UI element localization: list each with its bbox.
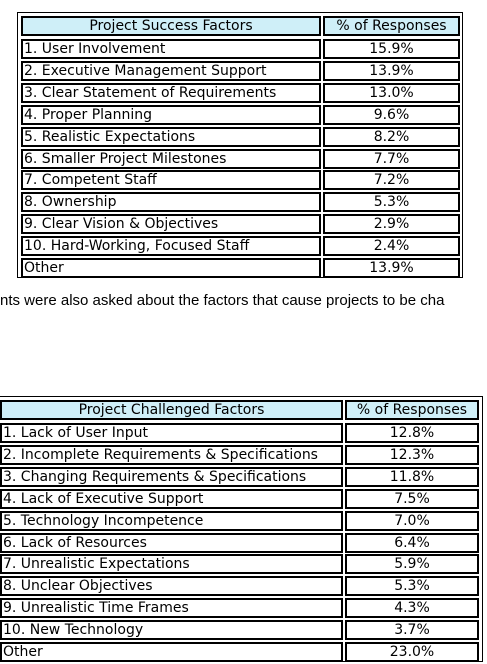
table-row [18,60,462,82]
table-row [0,597,482,619]
factor-cell: 6. Lack of Resources [0,533,343,553]
table-row [0,532,482,554]
factor-column-header: Project Challenged Factors [0,400,343,420]
table-row [18,104,462,126]
table-row [18,257,462,279]
factor-cell: 4. Proper Planning [21,105,321,125]
percent-cell: 5.3% [345,576,479,596]
table-row [18,148,462,170]
percent-cell: 8.2% [323,127,460,147]
factor-cell: 1. Lack of User Input [0,423,343,443]
table-row [18,126,462,148]
table-row [0,444,482,466]
table-row [18,169,462,191]
percent-cell: 5.3% [323,192,460,212]
factor-cell: 2. Incomplete Requirements & Specifications [0,445,343,465]
factor-cell: 8. Unclear Objectives [0,576,343,596]
factor-cell: 7. Unrealistic Expectations [0,554,343,574]
percent-cell: 7.7% [323,149,460,169]
percent-cell: 5.9% [345,554,479,574]
table-header [18,15,462,37]
body-paragraph: nts were also asked about the factors that cause projects to be cha [0,292,445,309]
factor-cell: 10. Hard-Working, Focused Staff [21,236,321,256]
percent-cell: 11.8% [345,467,479,487]
table-row [18,38,462,60]
percent-cell: 23.0% [345,642,479,662]
factor-cell: 7. Competent Staff [21,170,321,190]
factor-cell: 8. Ownership [21,192,321,212]
factor-cell: 3. Changing Requirements & Specifications [0,467,343,487]
percent-cell: 7.5% [345,489,479,509]
table-row [0,641,482,663]
factor-column-header: Project Success Factors [21,16,321,36]
factor-cell: Other [0,642,343,662]
factor-cell: 2. Executive Management Support [21,61,321,81]
factor-cell: 9. Unrealistic Time Frames [0,598,343,618]
table-row [0,466,482,488]
challenged-factors-table [0,396,483,662]
percent-cell: 7.2% [323,170,460,190]
percent-cell: 13.9% [323,61,460,81]
factor-cell: 10. New Technology [0,620,343,640]
percent-cell: 9.6% [323,105,460,125]
table-row [0,422,482,444]
percent-cell: 13.0% [323,83,460,103]
factor-cell: 1. User Involvement [21,39,321,59]
factor-cell: 4. Lack of Executive Support [0,489,343,509]
table-row [18,235,462,257]
percent-cell: 12.8% [345,423,479,443]
table-header [0,399,482,421]
table-row [0,575,482,597]
percent-cell: 2.9% [323,214,460,234]
table-row [18,191,462,213]
table-row [0,510,482,532]
percent-column-header: % of Responses [323,16,460,36]
factor-cell: 9. Clear Vision & Objectives [21,214,321,234]
percent-cell: 12.3% [345,445,479,465]
table-row [18,213,462,235]
table-row [18,82,462,104]
factor-cell: 3. Clear Statement of Requirements [21,83,321,103]
table-row [0,488,482,510]
factor-cell: 5. Technology Incompetence [0,511,343,531]
factor-cell: Other [21,258,321,278]
percent-cell: 2.4% [323,236,460,256]
percent-cell: 3.7% [345,620,479,640]
percent-cell: 6.4% [345,533,479,553]
factor-cell: 5. Realistic Expectations [21,127,321,147]
percent-cell: 15.9% [323,39,460,59]
table-row [0,619,482,641]
percent-cell: 7.0% [345,511,479,531]
percent-cell: 4.3% [345,598,479,618]
table-row [0,553,482,575]
factor-cell: 6. Smaller Project Milestones [21,149,321,169]
success-factors-table [17,12,463,278]
percent-column-header: % of Responses [345,400,479,420]
percent-cell: 13.9% [323,258,460,278]
